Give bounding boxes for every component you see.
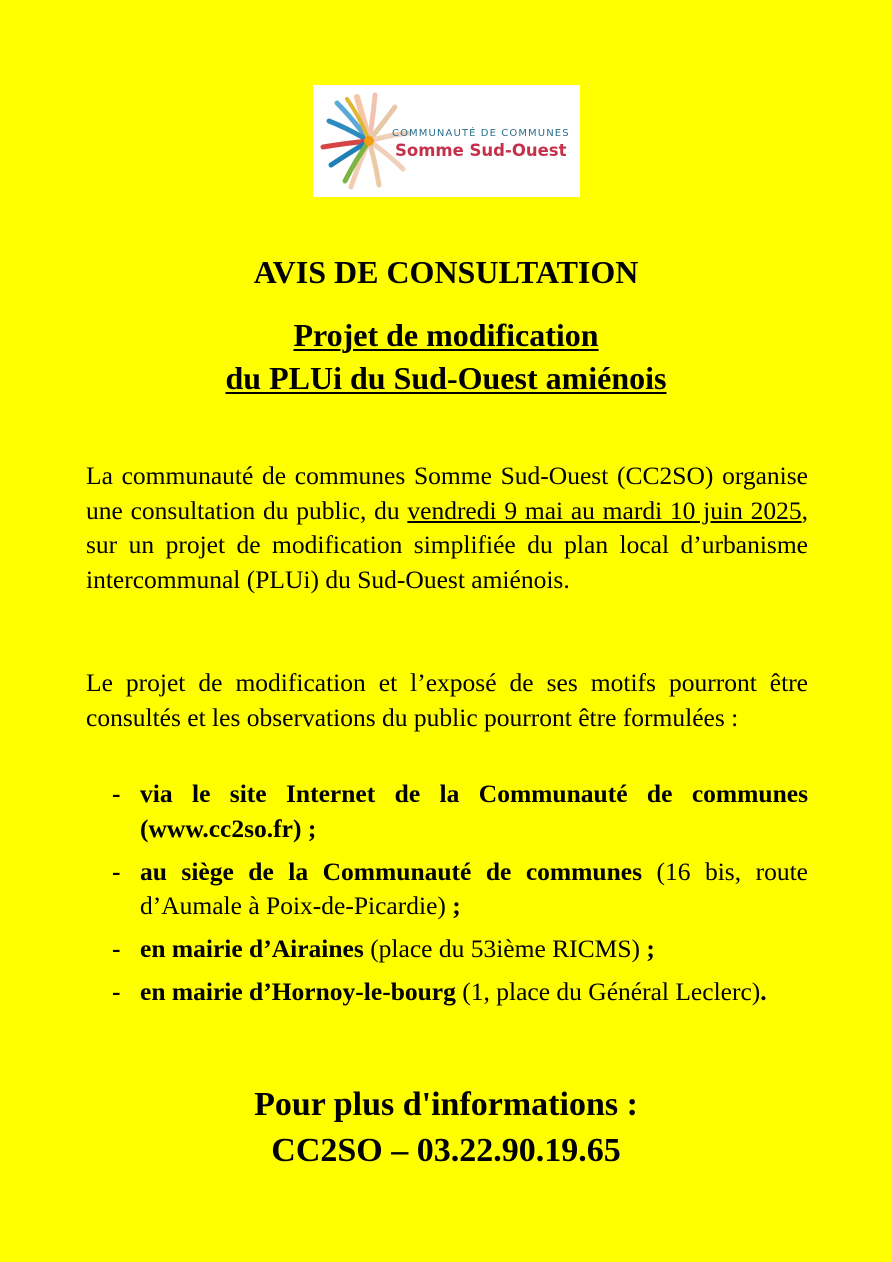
list-item <box>86 777 808 846</box>
list-dash: - <box>112 977 121 1007</box>
list-item-end: . <box>760 977 767 1007</box>
more-info-heading: Pour plus d'informations : <box>254 1086 638 1123</box>
list-item <box>86 975 808 1010</box>
consultation-locations-list <box>86 777 808 1019</box>
list-dash: - <box>112 856 121 886</box>
contact-phone: CC2SO – 03.22.90.19.65 <box>271 1132 621 1169</box>
website-location: via le site Internet de la Communauté de communes (www.cc2so.fr) ; <box>140 779 808 843</box>
page-title: AVIS DE CONSULTATION <box>253 254 639 290</box>
subtitle <box>0 314 892 400</box>
consultation-dates: vendredi 9 mai au mardi 10 juin 2025 <box>407 495 802 525</box>
logo-line-1: COMMUNAUTÉ DE COMMUNES <box>392 128 570 139</box>
cc2so-logo <box>313 85 580 197</box>
list-dash: - <box>112 934 121 964</box>
intro-text-before: La communauté de communes Somme Sud-Ouest (CC2SO) organise une consultation du public, du <box>86 461 808 525</box>
subtitle-line-1: Projet de modification <box>293 317 599 353</box>
intro-paragraph <box>86 459 808 597</box>
headquarters-address: (16 bis, route d’Aumale à Poix-de-Picardie) <box>140 856 808 921</box>
headquarters-location: au siège de la Communauté de communes <box>140 856 642 886</box>
hornoy-address: (1, place du Général Leclerc) <box>455 977 761 1007</box>
logo-line-2: Somme Sud-Ouest <box>395 141 567 160</box>
airaines-address: (place du 53ième RICMS) <box>363 934 647 964</box>
list-item-end: ; <box>452 891 461 921</box>
list-item-end: ; <box>646 934 655 964</box>
subtitle-line-2: du PLUi du Sud-Ouest amiénois <box>225 360 667 396</box>
list-dash: - <box>112 779 121 808</box>
hornoy-location: en mairie d’Hornoy-le-bourg <box>140 977 456 1007</box>
list-item <box>86 855 808 924</box>
airaines-location: en mairie d’Airaines <box>140 934 364 964</box>
list-item <box>86 932 808 967</box>
intro-text-after: , sur un projet de modification simplifiée du plan local d’urbanisme intercommunal (PLUi) du Sud-Ouest amiénois. <box>86 495 808 594</box>
consultation-paragraph: Le projet de modification et l’exposé de ses motifs pourront être consultés et les observations du public pourront être formulées : <box>86 668 808 732</box>
